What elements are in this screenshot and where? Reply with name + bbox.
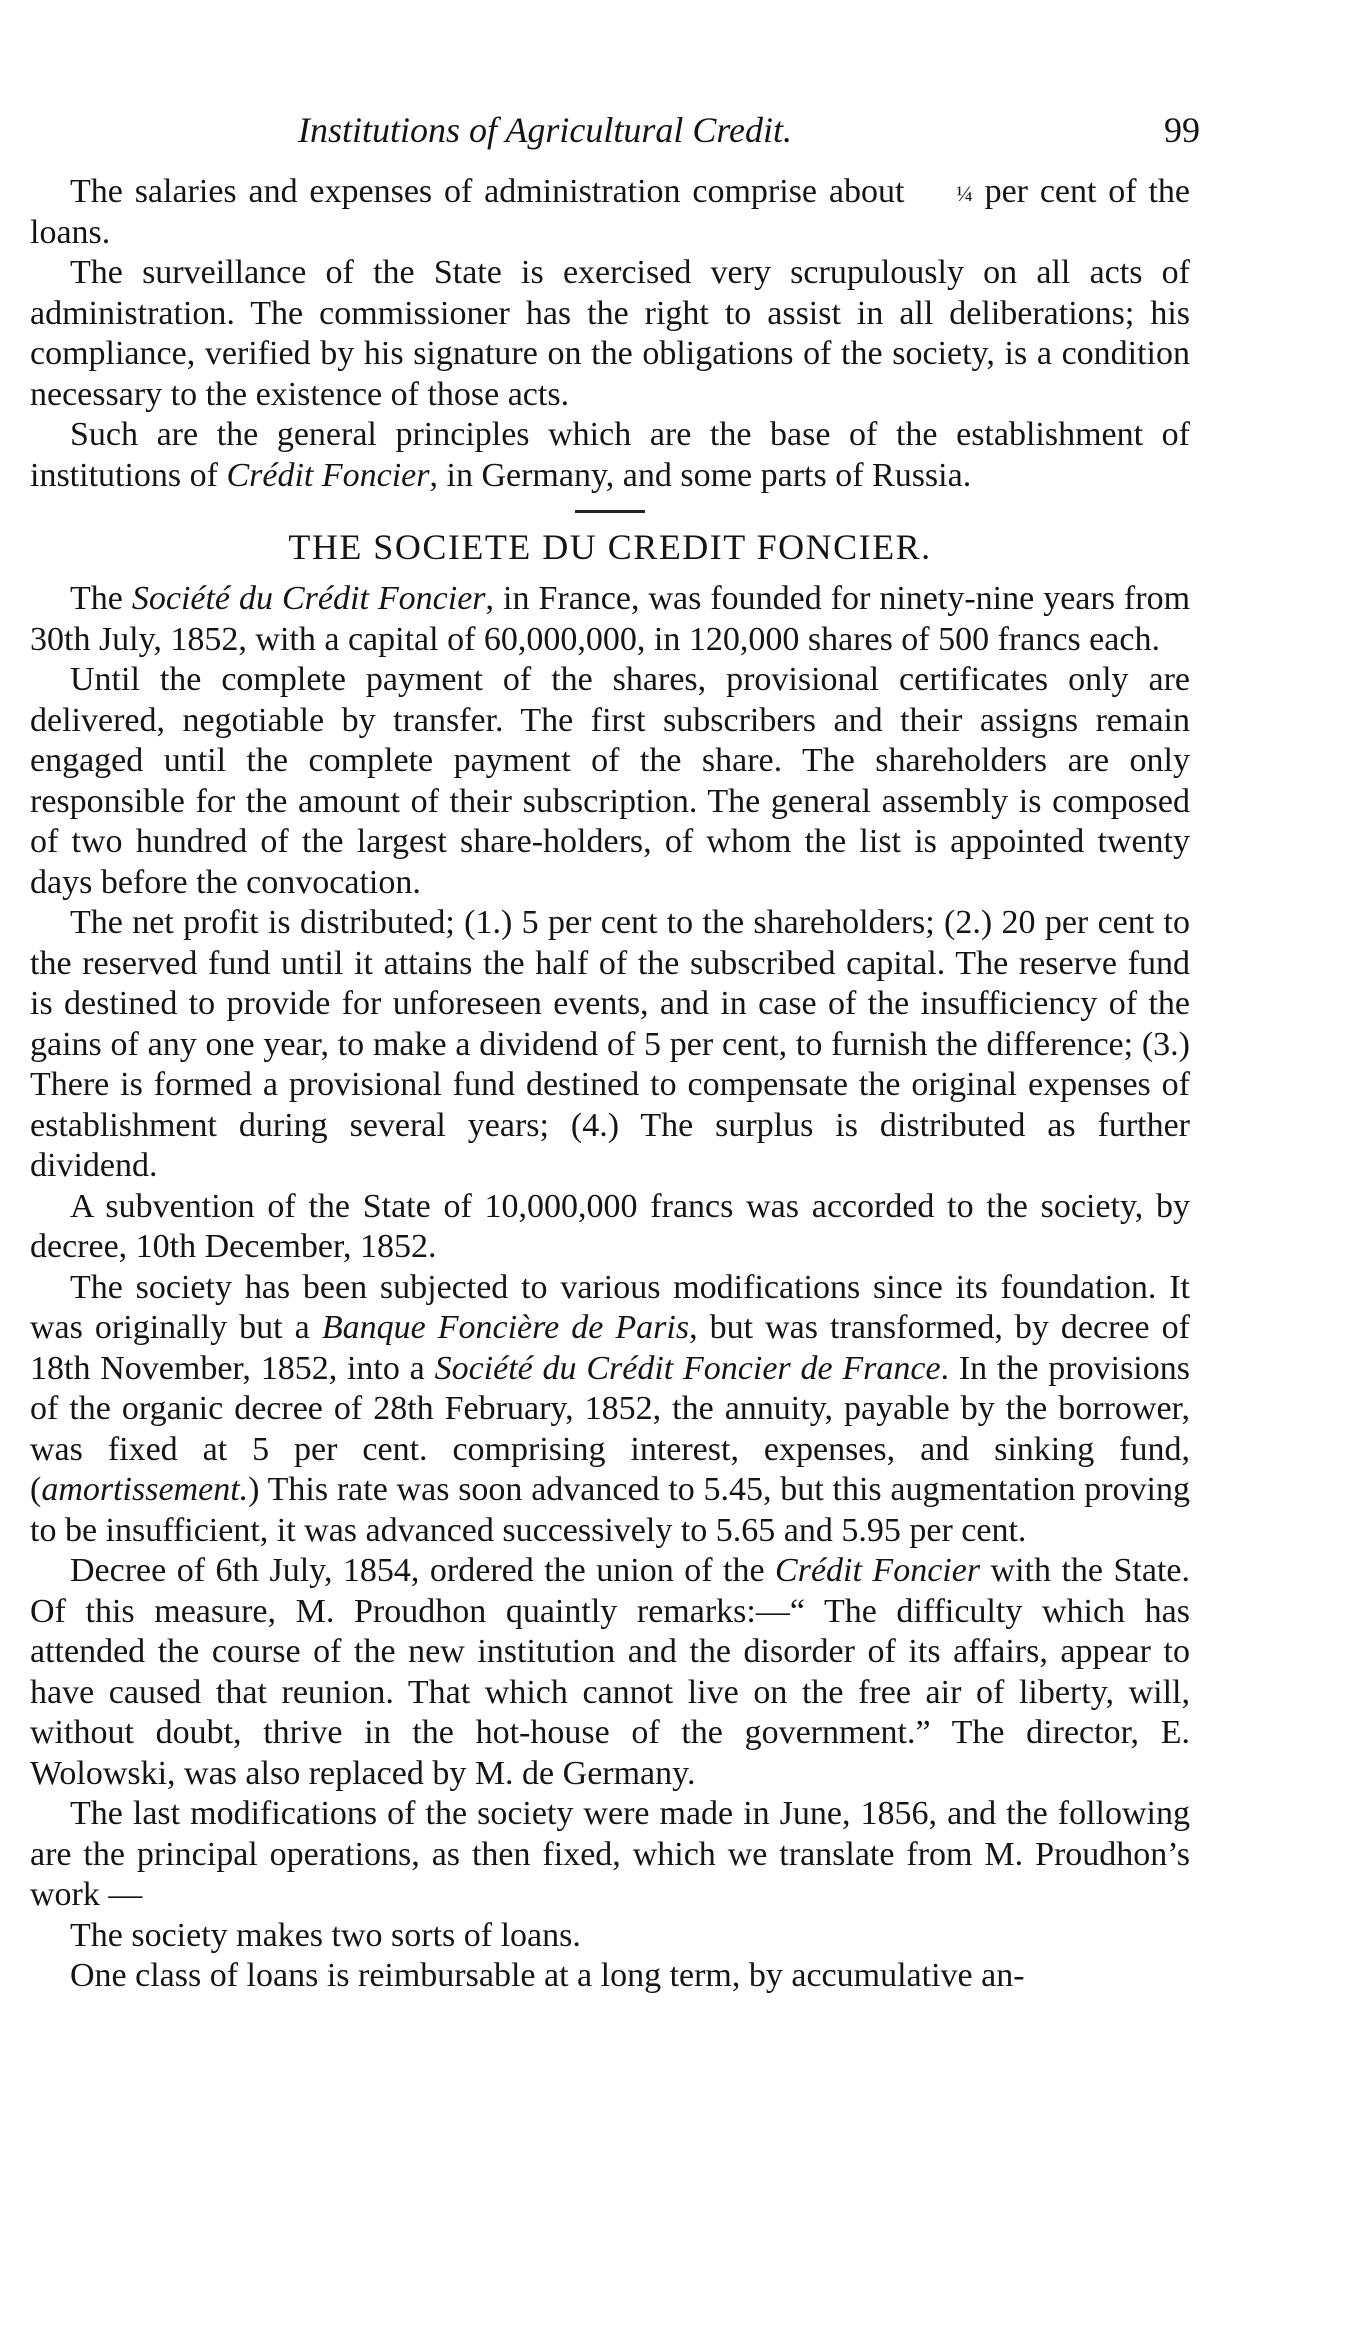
paragraph-founding: The Société du Crédit Foncier, in France, was founded for ninety-nine years from 30th July, 1852, with a capital of 60,000,000, in 120,000 shares of 500 francs each. — [30, 580, 1191, 658]
paragraph-subvention: A subvention of the State of 10,000,000 francs was accorded to the society, by decree, 10th December, 1852. — [30, 1187, 1190, 1265]
paragraph-decree-union: Decree of 6th July, 1854, ordered the union of the Crédit Foncier with the State. Of this measure, M. Proudhon quaintly remarks:—“ The difficulty which has attended the course of the new institution and the disorder of its affairs, appear to have caused that reunion. That which cannot live on the free air of liberty, will, without doubt, thrive in the hot-house of the government.” The director, E. Wolowski, was also replaced by M. de Germany. — [30, 1552, 1190, 1792]
paragraph-two-sorts: The society makes two sorts of loans. — [70, 1916, 581, 1954]
paragraph-salaries: The salaries and expenses of administration comprise about ¼ per cent of the loans. — [30, 173, 1190, 251]
paragraph-net-profit: The net profit is distributed; (1.) 5 per cent to the shareholders; (2.) 20 per cent to the reserved fund until it attains the half of the subscribed capital. The reserve fund is destined to provide for unforeseen events, and in case of the insufficiency of the gains of any one year, to make a dividend of 5 per cent, to furnish the difference; (3.) There is formed a provisional fund destined to compensate the original expenses of establishment during several years; (4.) The surplus is distributed as further dividend. — [30, 904, 1190, 1184]
paragraph-last-modifications: The last modifications of the society were made in June, 1856, and the following are the principal operations, as then fixed, which we translate from M. Proudhon’s work — — [30, 1795, 1190, 1913]
paragraph-general-principles: Such are the general principles which are the base of the establishment of institutions of Crédit Foncier, in Germany, and some parts of Russia. — [30, 416, 1190, 494]
page-number: 99 — [1164, 110, 1200, 150]
fraction-one-quarter: ¼ — [956, 181, 973, 207]
running-head — [30, 100, 1200, 160]
paragraph-shares: Until the complete payment of the shares, provisional certificates only are delivered, negotiable by transfer. The first subscribers and their assigns remain engaged until the complete payment of the share. The shareholders are only responsible for the amount of their subscription. The general assembly is composed of two hundred of the largest share-holders, of whom the list is appointed twenty days before the convocation. — [30, 661, 1190, 901]
paragraph-surveillance: The surveillance of the State is exercised very scrupulously on all acts of administration. The commissioner has the right to assist in all deliberations; his compliance, verified by his signature on the obligations of the society, is a condition necessary to the existence of those acts. — [30, 254, 1190, 413]
section-divider — [575, 510, 645, 513]
running-title: Institutions of Agricultural Credit. — [298, 110, 793, 150]
paragraph-long-term-loans: One class of loans is reimbursable at a long term, by accumulative an- — [70, 1957, 1025, 1994]
section-heading: THE SOCIETE DU CREDIT FONCIER. — [288, 527, 932, 567]
paragraph-modifications: The society has been subjected to various modifications since its foundation. It was originally but a Banque Foncière de Paris, but was transformed, by decree of 18th November, 1852, into a Société du Crédit Foncier de France. In the provisions of the organic decree of 28th February, 1852, the annuity, payable by the borrower, was fixed at 5 per cent. comprising interest, expenses, and sinking fund, (amortissement.) This rate was soon advanced to 5.45, but this augmentation proving to be insufficient, it was advanced successively to 5.65 and 5.95 per cent. — [30, 1268, 1190, 1549]
document-page — [30, 100, 1200, 1997]
